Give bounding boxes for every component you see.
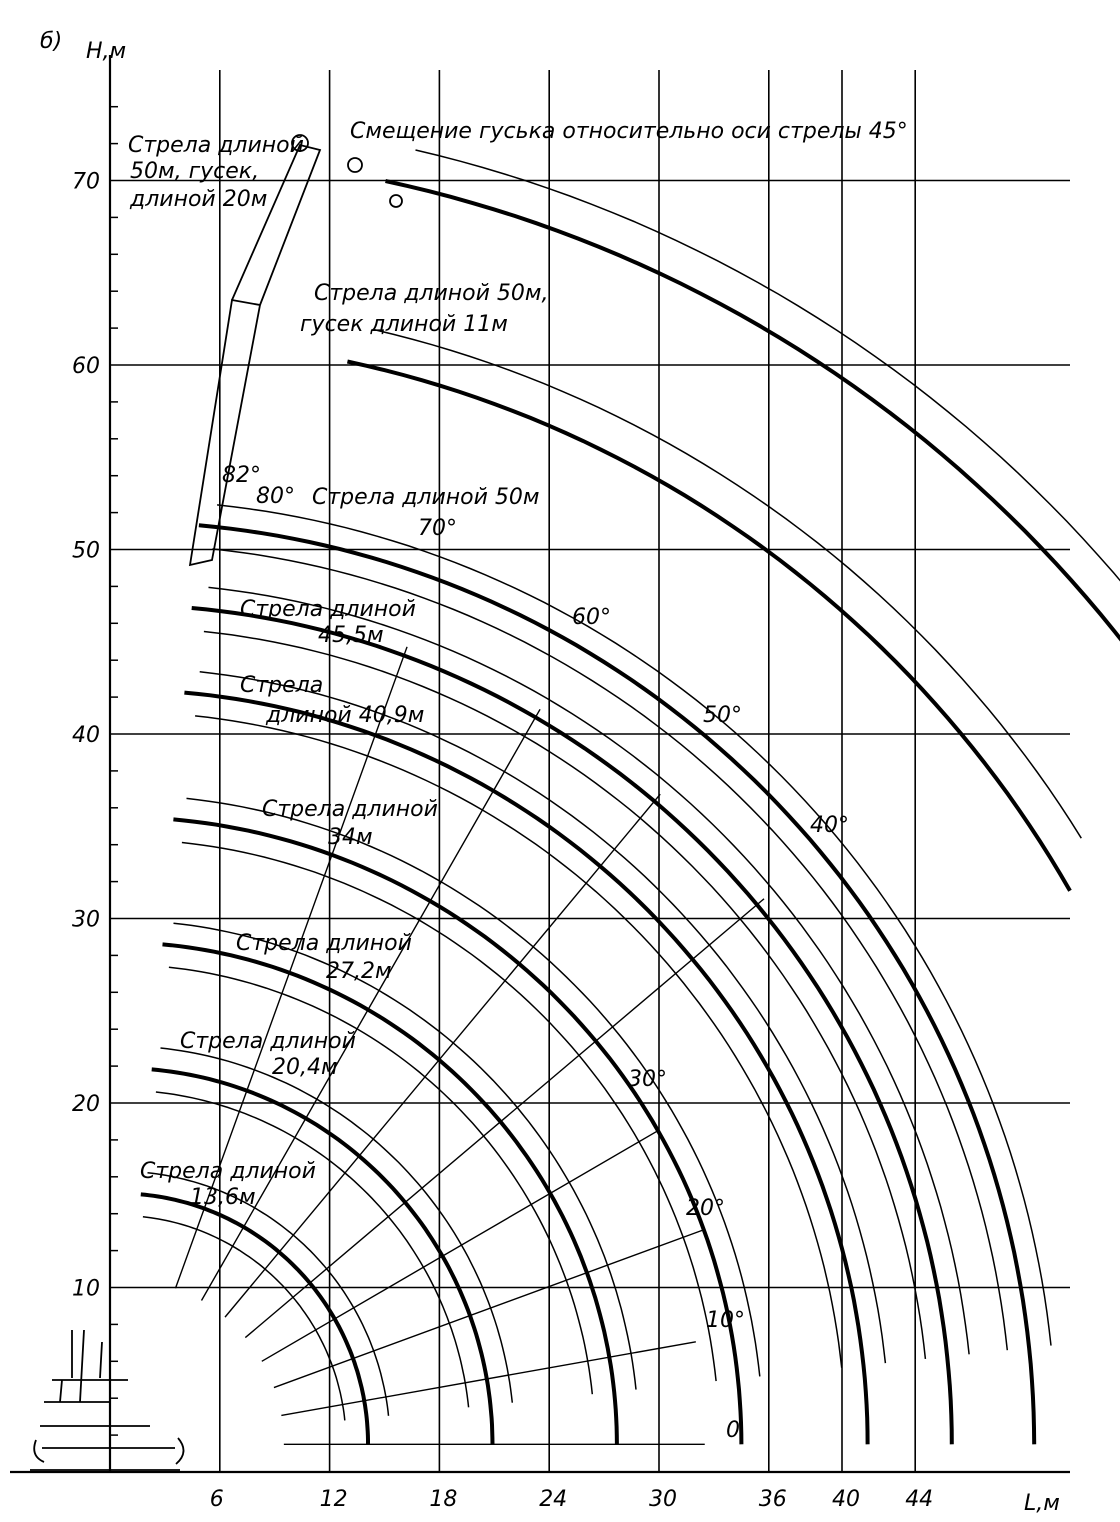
y-tick-label: 10	[72, 1276, 100, 1302]
y-tick-label: 50	[72, 538, 100, 564]
angle-label: 20°	[686, 1196, 725, 1221]
boom-envelope	[199, 525, 1034, 1444]
jib-envelope	[347, 362, 1070, 891]
jib-outer-arc	[374, 330, 1081, 839]
angle-label: 0	[726, 1418, 740, 1443]
crane-machine-drawing	[30, 1330, 184, 1470]
boom-outer-arc	[187, 798, 760, 1376]
boom-hook-arc	[143, 1217, 345, 1421]
angle-label: 40°	[810, 813, 849, 838]
jib-outer-arc	[416, 150, 1120, 740]
jib-label: гусек длиной 11м	[300, 312, 508, 337]
x-tick-label: 18	[429, 1487, 458, 1512]
grid-layer	[10, 55, 1070, 1472]
jib-label: 50м, гусек,	[130, 159, 260, 184]
curve-layer	[141, 135, 1120, 1444]
boom-label: 20,4м	[272, 1055, 338, 1080]
boom-hook-arc	[204, 632, 926, 1359]
jib-tip-sheave	[390, 195, 402, 207]
y-tick-label: 40	[72, 723, 100, 748]
panel-label: б)	[40, 29, 63, 54]
boom-hook-arc	[182, 843, 716, 1382]
boom-outer-arc	[200, 672, 886, 1363]
jib-label: длиной 20м	[130, 187, 268, 212]
y-tick-label: 60	[72, 354, 100, 379]
boom-outer-arc	[174, 923, 637, 1389]
offset-label: Смещение гуська относительно оси стрелы 45°	[350, 119, 908, 144]
angle-label: 10°	[706, 1308, 745, 1333]
angle-label: 50°	[703, 703, 742, 728]
jib-label: Стрела длиной 50м,	[314, 281, 549, 306]
angle-ray	[245, 899, 764, 1338]
x-tick-label: 24	[539, 1487, 568, 1512]
boom-outer-arc	[148, 1173, 389, 1416]
boom-label: длиной 40,9м	[266, 703, 425, 728]
boom-hook-arc	[156, 1092, 469, 1407]
boom-label: 34м	[328, 825, 373, 850]
boom-label: Стрела длиной	[140, 1159, 316, 1184]
y-tick-label: 30	[72, 907, 100, 933]
boom-label: Стрела длиной	[180, 1029, 356, 1054]
jib-sheave	[348, 158, 362, 172]
angle-label: 60°	[572, 605, 611, 630]
angle-ray	[274, 1230, 704, 1388]
x-tick-label: 6	[209, 1487, 224, 1512]
boom-label: Стрела длиной	[240, 597, 416, 622]
angle-label: 30°	[628, 1067, 667, 1092]
boom-label: 27,2м	[326, 959, 392, 984]
jib-label: Стрела длиной	[128, 133, 304, 158]
angle-label: 80°	[256, 484, 295, 509]
boom-envelope	[152, 1069, 493, 1444]
y-tick-label: 20	[72, 1092, 100, 1117]
boom-label: Стрела длиной	[262, 797, 438, 822]
angle-label: 70°	[418, 516, 457, 541]
x-tick-label: 40	[832, 1487, 860, 1512]
x-tick-label: 30	[649, 1487, 677, 1512]
boom-outer-arc	[161, 1048, 513, 1403]
boom-label: Стрела длиной 50м	[312, 485, 540, 510]
y-tick-label: 70	[72, 169, 100, 195]
boom-label: 13,6м	[190, 1185, 256, 1210]
l-axis-label: L,м	[1024, 1491, 1060, 1516]
boom-label: Стрела	[240, 673, 324, 698]
angle-label: 82°	[222, 463, 261, 488]
boom-label: Стрела длиной	[236, 931, 412, 956]
h-axis-label: Н,м	[86, 39, 127, 64]
x-tick-label: 12	[319, 1487, 348, 1512]
x-tick-label: 36	[758, 1487, 787, 1512]
x-tick-label: 44	[905, 1487, 934, 1512]
angle-ray	[262, 1131, 658, 1362]
boom-label: 45,5м	[318, 623, 384, 648]
